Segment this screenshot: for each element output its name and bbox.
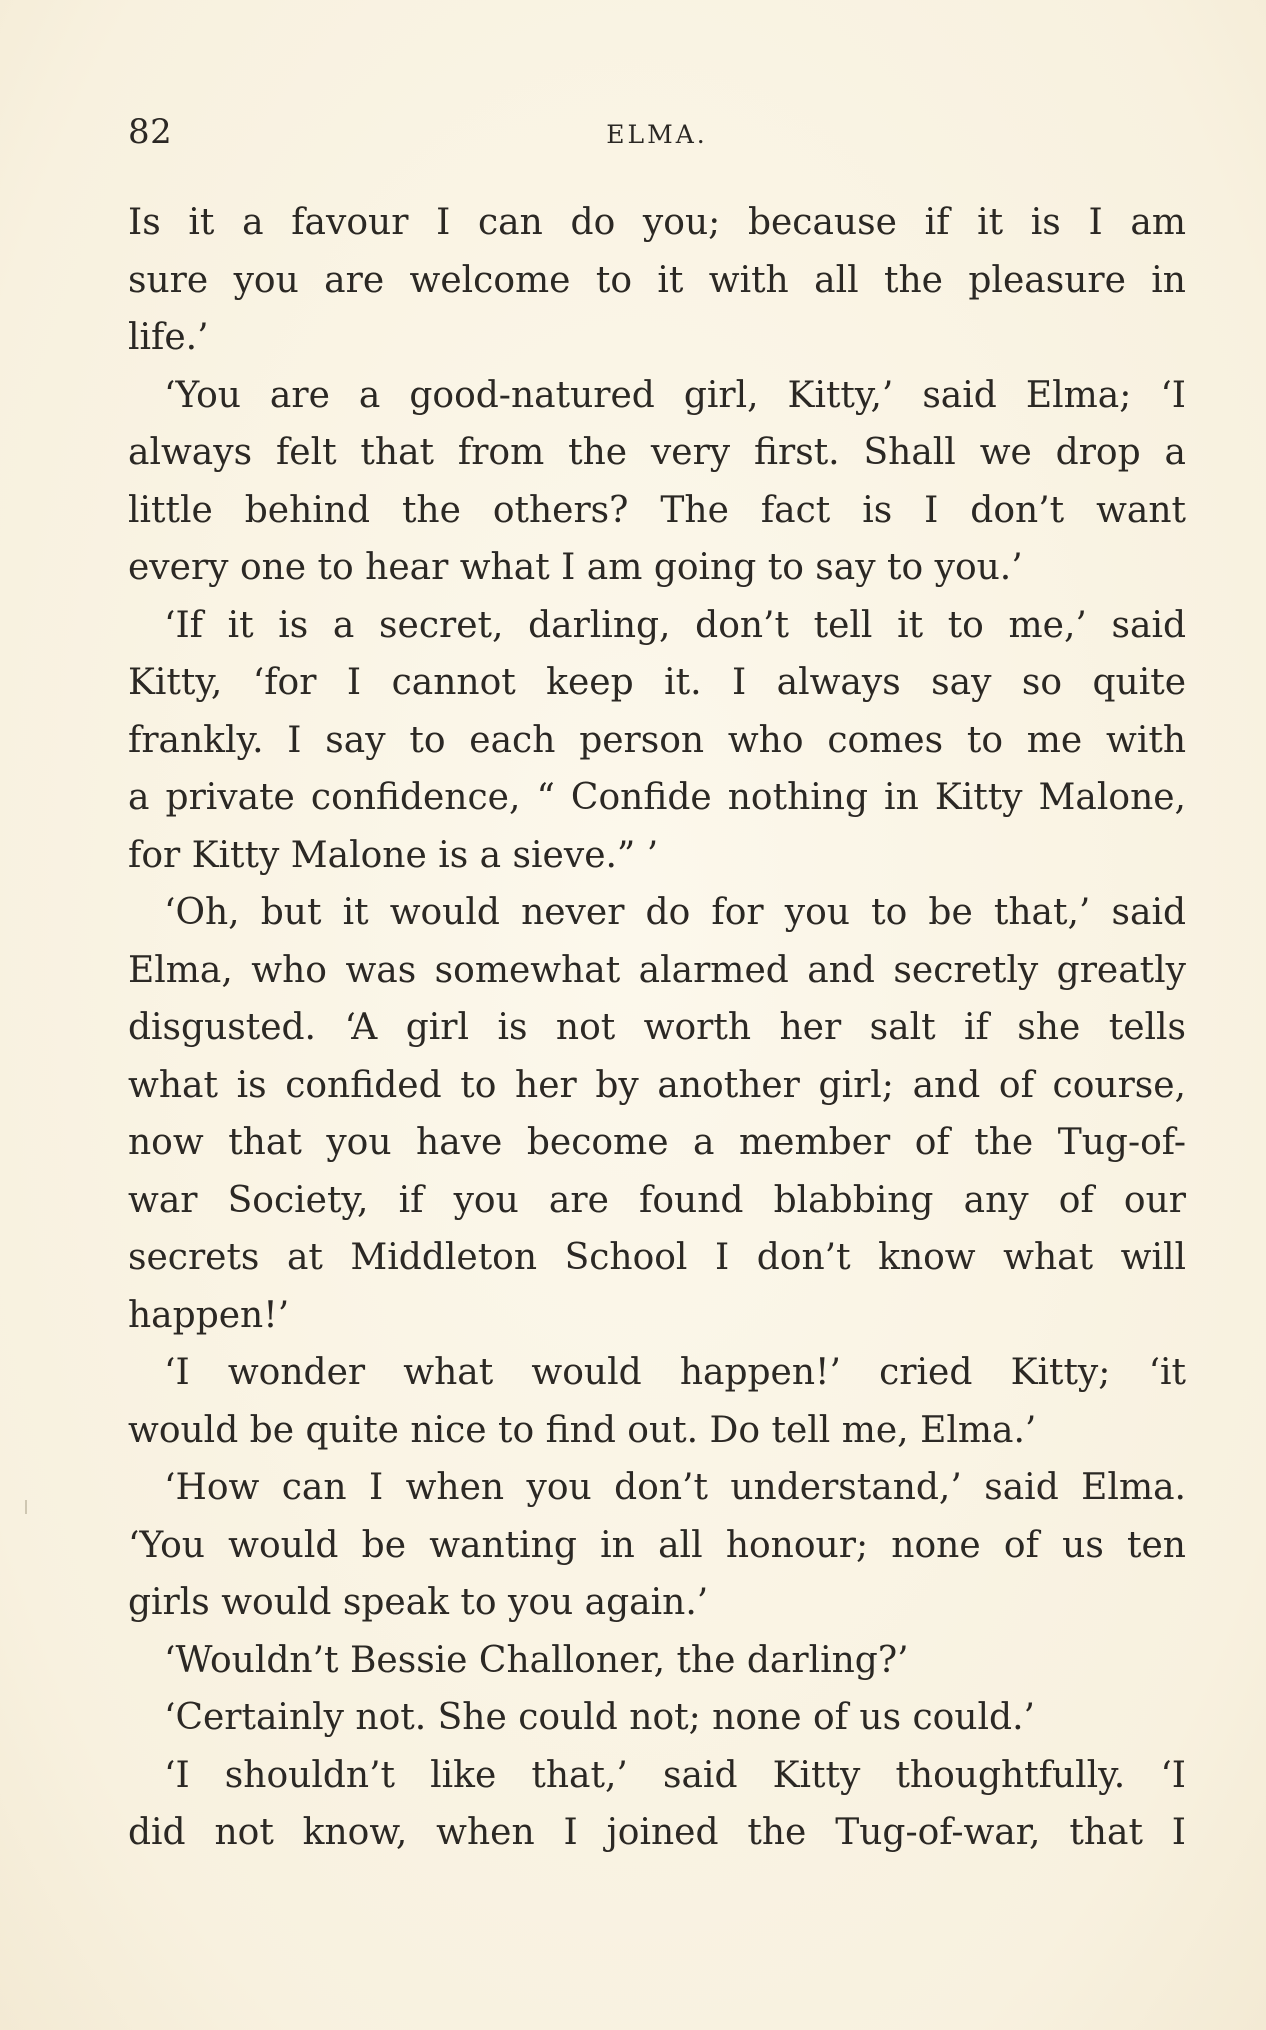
text-line: frankly. I say to each person who comes to me with [128, 719, 1186, 761]
text-line: girls would speak to you again.’ [128, 1582, 709, 1623]
text-line: secrets at Middleton School I don’t know what will [128, 1237, 1186, 1278]
text-line: ‘If it is a secret, darling, don’t tell it to me,’ said [164, 604, 1186, 646]
text-line: every one to hear what I am going to say to you.’ [128, 547, 1023, 588]
text-line: war Society, if you are found blabbing any of our [128, 1179, 1186, 1221]
text-line: happen!’ [128, 1294, 290, 1336]
text-line: for Kitty Malone is a sieve.” ’ [128, 834, 659, 876]
text-line: Elma, who was somewhat alarmed and secretly greatly [128, 949, 1186, 991]
text-line: now that you have become a member of the Tug-of- [128, 1122, 1186, 1163]
text-line: a private confidence, “ Confide nothing in Kitty Malone, [128, 777, 1186, 818]
text-line: ‘I shouldn’t like that,’ said Kitty thoughtfully. ‘I [164, 1754, 1186, 1796]
text-line: little behind the others? The fact is I don’t want [128, 489, 1186, 531]
paper-speck [25, 1500, 27, 1514]
body-text [128, 194, 1186, 1862]
text-line: would be quite nice to find out. Do tell me, Elma.’ [128, 1409, 1037, 1451]
text-line: sure you are welcome to it with all the pleasure in [128, 259, 1186, 301]
text-line: ‘Wouldn’t Bessie Challoner, the darling?’ [164, 1639, 909, 1681]
text-line: Kitty, ‘for I cannot keep it. I always say so quite [128, 662, 1186, 703]
running-head [128, 112, 1186, 162]
text-line: ‘How can I when you don’t understand,’ said Elma. [164, 1467, 1186, 1508]
text-line: Is it a favour I can do you; because if it is I am [128, 202, 1186, 243]
text-line: ‘You are a good-natured girl, Kitty,’ said Elma; ‘I [164, 374, 1186, 416]
text-line: did not know, when I joined the Tug-of-war, that I [128, 1812, 1186, 1853]
text-line: ‘I wonder what would happen!’ cried Kitty; ‘it [164, 1352, 1186, 1393]
text-line: what is confided to her by another girl; and of course, [128, 1064, 1186, 1106]
text-line: ‘You would be wanting in all honour; none of us ten [128, 1524, 1186, 1566]
text-line: always felt that from the very first. Shall we drop a [128, 432, 1186, 473]
text-line: ‘Oh, but it would never do for you to be that,’ said [164, 892, 1186, 933]
text-line: ‘Certainly not. She could not; none of us could.’ [164, 1697, 1035, 1738]
text-line: disgusted. ‘A girl is not worth her salt if she tells [128, 1007, 1186, 1048]
text-line: life.’ [128, 317, 209, 358]
running-title: ELMA. [606, 120, 708, 149]
page-number: 82 [128, 112, 173, 152]
